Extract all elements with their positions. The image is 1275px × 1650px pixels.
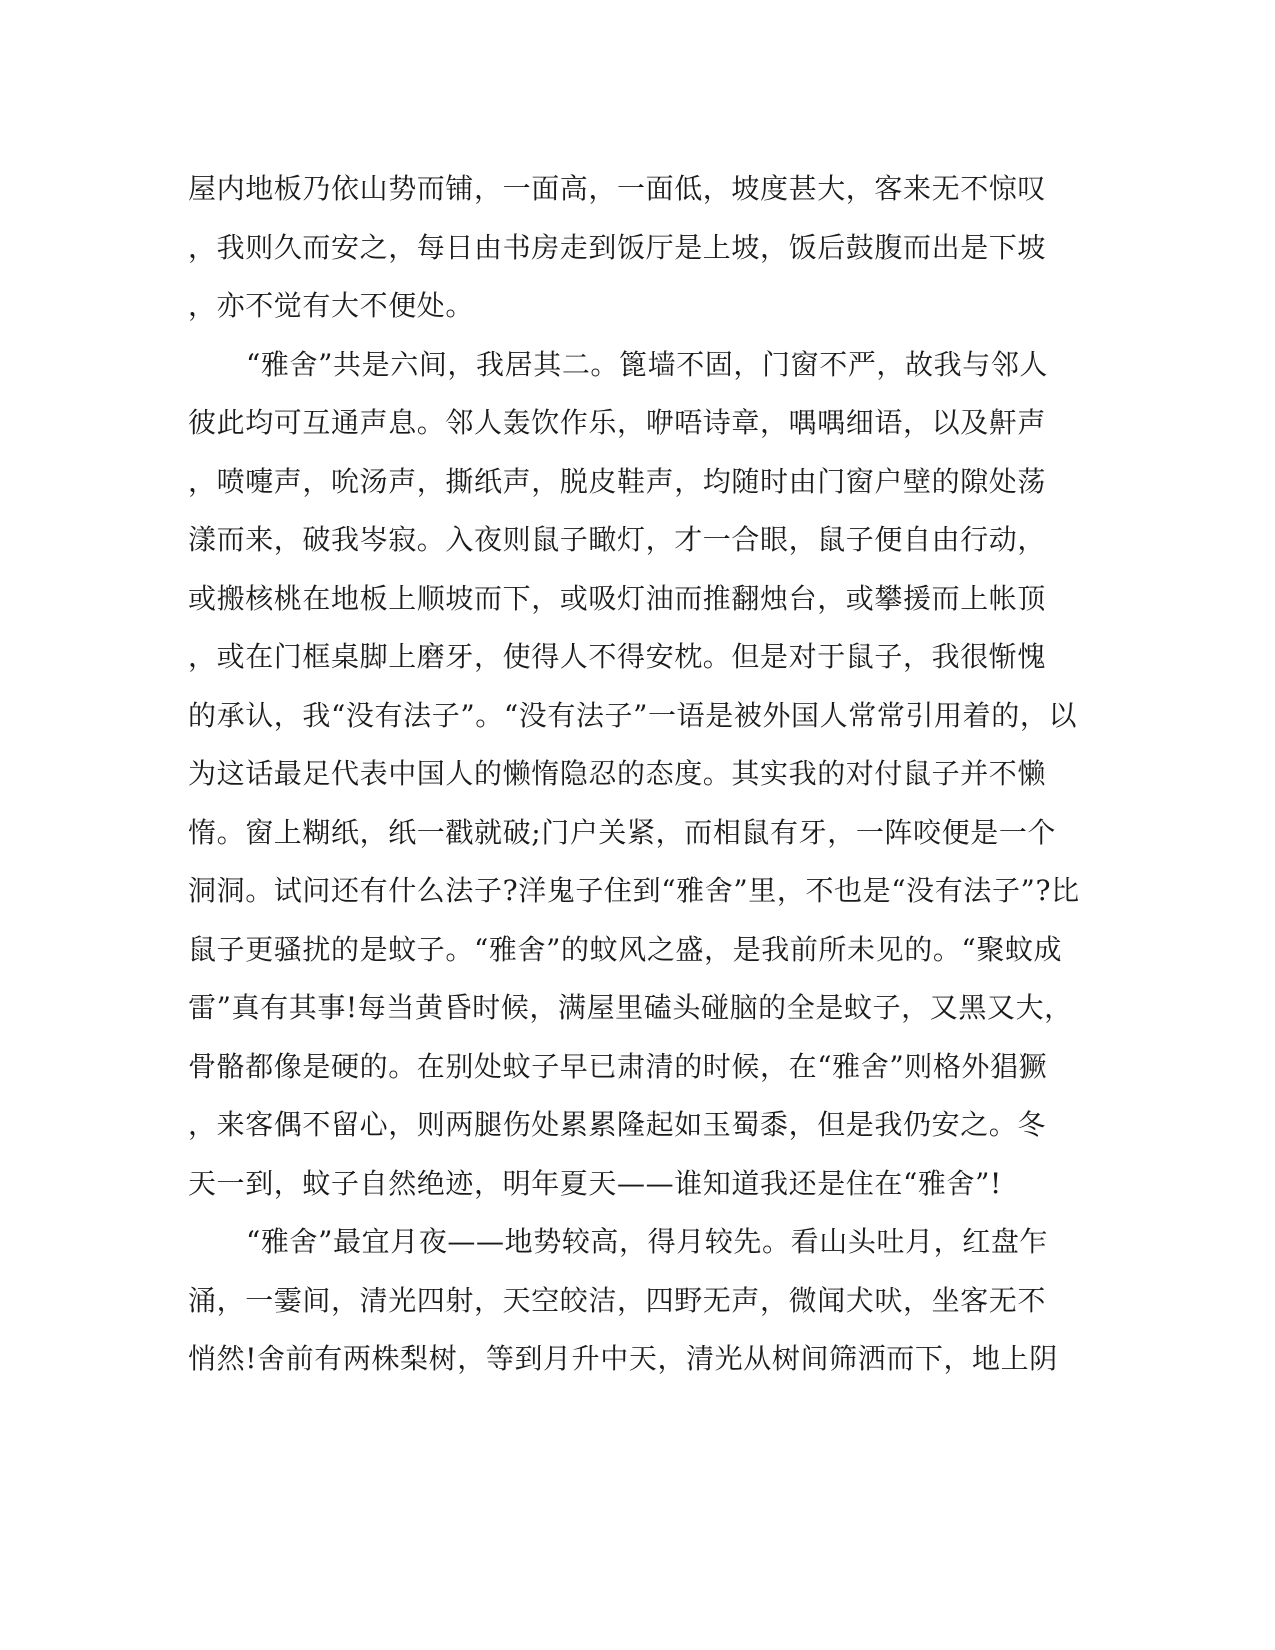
text-line: 鼠子更骚扰的是蚊子。“雅舍”的蚊风之盛，是我前所未见的。“聚蚊成 [188,932,1063,966]
paragraph-start-line: “雅舍”最宜月夜——地势较高，得月较先。看山头吐月，红盘乍 [246,1225,1049,1258]
text-line: 的承认，我“没有法子”。“没有法子”一语是被外国人常常引用着的，以 [188,698,1078,732]
text-line: 洞洞。试问还有什么法子?洋鬼子住到“雅舍”里，不也是“没有法子”?比 [188,874,1080,907]
text-line: 涌，一霎间，清光四射，天空皎洁，四野无声，微闻犬吠，坐客无不 [188,1283,1047,1317]
text-line: 漾而来，破我岑寂。入夜则鼠子瞰灯，才一合眼，鼠子便自由行动， [188,523,1047,556]
paragraph-start-line: “雅舍”共是六间，我居其二。篦墙不固，门窗不严，故我与邻人 [246,347,1049,381]
text-line: ，喷嚏声，吮汤声，撕纸声，脱皮鞋声，均随时由门窗户壁的隙处荡 [188,464,1047,498]
text-line: ，亦不觉有大不便处。 [188,289,475,322]
essay-body [188,160,1088,1389]
text-line: 骨骼都像是硬的。在别处蚊子早已肃清的时候，在“雅舍”则格外猖獗 [188,1049,1048,1083]
text-line: 为这话最足代表中国人的懒惰隐忍的态度。其实我的对付鼠子并不懒 [188,757,1047,790]
text-line: ，我则久而安之，每日由书房走到饭厅是上坡，饭后鼓腹而出是下坡 [188,230,1047,264]
text-line: 或搬核桃在地板上顺坡而下，或吸灯油而推翻烛台，或攀援而上帐顶 [188,581,1047,615]
text-line: 屋内地板乃依山势而铺，一面高，一面低，坡度甚大，客来无不惊叹 [188,172,1047,205]
text-line: ，来客偶不留心，则两腿伤处累累隆起如玉蜀黍，但是我仍安之。冬 [188,1108,1047,1141]
text-line: 彼此均可互通声息。邻人轰饮作乐，咿唔诗章，喁喁细语，以及鼾声 [188,406,1047,439]
text-line: 雷”真有其事!每当黄昏时候，满屋里磕头碰脑的全是蚊子，又黑又大， [188,991,1073,1024]
text-line: ，或在门框桌脚上磨牙，使得人不得安枕。但是对于鼠子，我很惭愧 [188,640,1047,673]
text-line: 天一到，蚊子自然绝迹，明年夏天——谁知道我还是住在“雅舍”! [188,1166,1002,1200]
text-line: 惰。窗上糊纸，纸一戳就破;门户关紧，而相鼠有牙，一阵咬便是一个 [188,815,1057,849]
text-line: 悄然!舍前有两株梨树，等到月升中天，清光从树间筛洒而下，地上阴 [188,1342,1058,1375]
